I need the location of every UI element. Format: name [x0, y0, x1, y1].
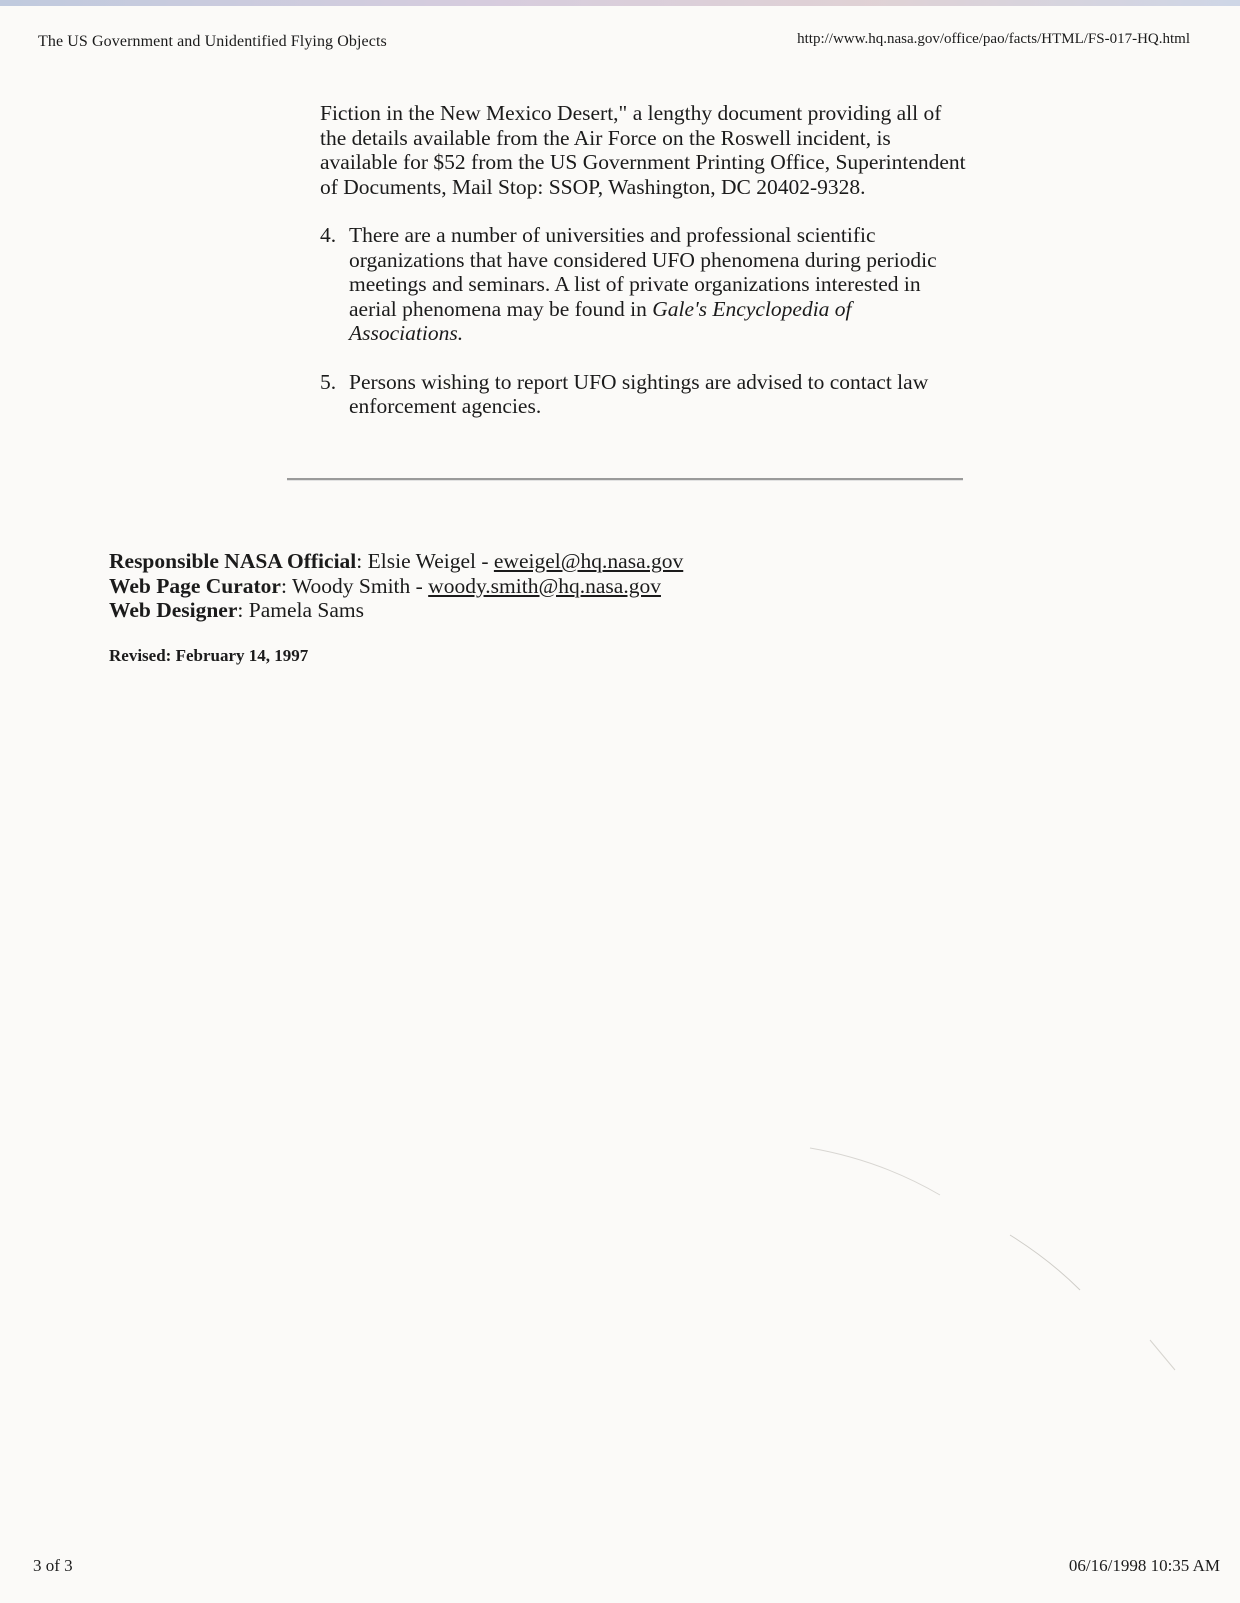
- credit-designer: Web Designer: Pamela Sams: [109, 598, 365, 622]
- curator-email-link[interactable]: woody.smith@hq.nasa.gov: [428, 573, 661, 598]
- credit-official: Responsible NASA Official: Elsie Weigel - eweigel@hq.nasa.gov: [109, 549, 684, 573]
- list-item-text: Persons wishing to report UFO sightings are advised to contact law enforcement agencies.: [349, 369, 929, 418]
- credit-curator-label: Web Page Curator: [109, 573, 281, 598]
- credit-official-label: Responsible NASA Official: [109, 549, 357, 573]
- list-item-number: 4.: [320, 223, 337, 247]
- print-header-title: The US Government and Unidentified Flying Objects: [38, 33, 387, 50]
- list-item-text: There are a number of universities and professional scientific organizations that have considered UFO phenomena during periodic meetings and seminars. A list of private organizations interested in aerial phenomena may be found in: [349, 223, 937, 321]
- page-number: 3 of 3: [33, 1556, 73, 1575]
- revised-date: Revised: February 14, 1997: [109, 646, 309, 665]
- list-item-number: 5.: [320, 369, 337, 394]
- credit-designer-name: Pamela Sams: [248, 598, 365, 622]
- print-header-url: http://www.hq.nasa.gov/office/pao/facts/HTML/FS-017-HQ.html: [797, 31, 1190, 47]
- credit-official-name: Elsie Weigel -: [367, 549, 494, 573]
- list-item-citation: Gale's Encyclopedia of Associations.: [349, 296, 852, 345]
- credit-curator: Web Page Curator: Woody Smith - woody.smith@hq.nasa.gov: [109, 573, 661, 598]
- print-timestamp: 06/16/1998 10:35 AM: [1068, 1556, 1220, 1575]
- official-email-link[interactable]: eweigel@hq.nasa.gov: [493, 549, 684, 573]
- continued-paragraph: Fiction in the New Mexico Desert," a lengthy document providing all of the details available from the Air Force on the Roswell incident, is available for $52 from the US Government Printing Office, Superintendent of Documents, Mail Stop: SSOP, Washington, DC 20402-9328.: [320, 101, 966, 199]
- credit-curator-name: Woody Smith -: [291, 573, 429, 598]
- credit-designer-label: Web Designer: [109, 598, 238, 622]
